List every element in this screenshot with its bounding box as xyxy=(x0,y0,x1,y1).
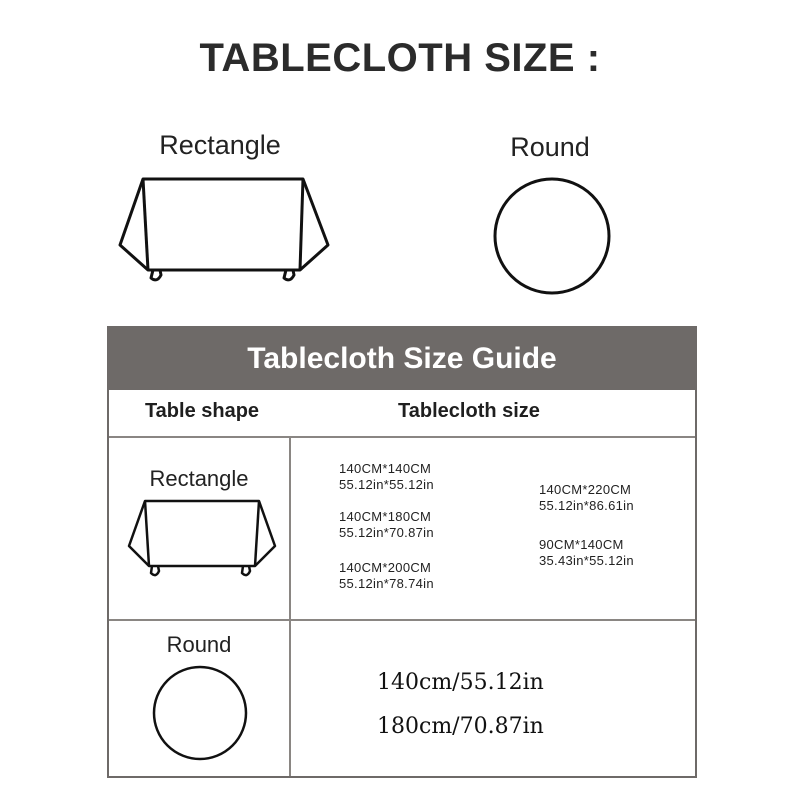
row-divider xyxy=(109,619,695,621)
rectangle-tablecloth-icon xyxy=(108,175,333,285)
page-title: TABLECLOTH SIZE : xyxy=(199,36,601,80)
size-item: 140CM*200CM 55.12in*78.74in xyxy=(339,560,434,591)
column-header-table-shape: Table shape xyxy=(144,400,260,422)
round-size-item: 140cm/55.12in xyxy=(377,670,544,695)
rectangle-tablecloth-icon xyxy=(121,498,281,578)
size-guide-table xyxy=(107,326,697,778)
row-divider xyxy=(109,436,695,438)
column-header-tablecloth-size: Tablecloth size xyxy=(398,400,540,422)
size-item: 140CM*220CM 55.12in*86.61in xyxy=(539,482,634,513)
size-item: 140CM*140CM 55.12in*55.12in xyxy=(339,461,434,492)
round-size-item: 180cm/70.87in xyxy=(377,714,544,739)
column-divider xyxy=(289,436,291,776)
round-tablecloth-icon xyxy=(152,665,248,761)
round-tablecloth-icon xyxy=(492,176,612,296)
guide-header: Tablecloth Size Guide xyxy=(109,328,695,390)
row-label-round: Round xyxy=(166,632,232,657)
size-item: 140CM*180CM 55.12in*70.87in xyxy=(339,509,434,540)
round-label: Round xyxy=(510,132,590,162)
row-label-rectangle: Rectangle xyxy=(149,466,249,491)
size-item: 90CM*140CM 35.43in*55.12in xyxy=(539,537,634,568)
rectangle-label: Rectangle xyxy=(159,130,281,160)
